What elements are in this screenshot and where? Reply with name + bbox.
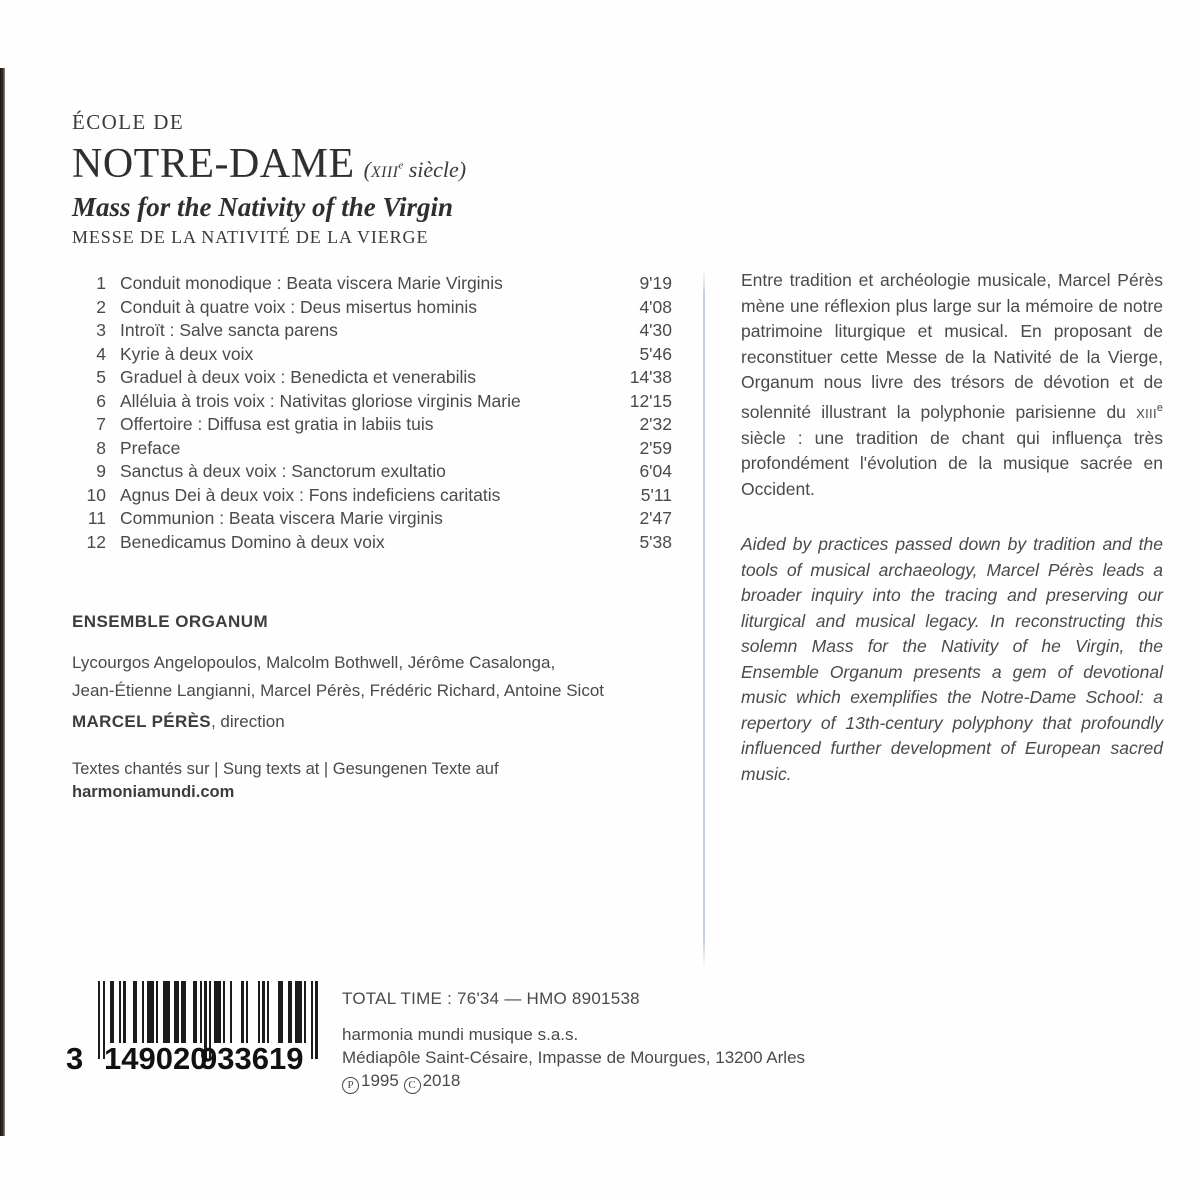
century-roman: XIII [370, 164, 399, 181]
barcode-bar [163, 981, 170, 1043]
track-title: Conduit à quatre voix : Deus misertus hominis [120, 296, 477, 317]
liner-notes-english: Aided by practices passed down by tradition and the tools of musical archaeology, Marcel Pérès leads a broader inquiry into the tracing and preserving our liturgical and musical legacy. In reconstructing this solemn Mass for the Nativity of he Virgin, the Ensemble Organum presents a gem of devotional music which exemplifies the Notre-Dame School: a repertory of 13th-century polyphony that profoundly influenced further development of European sacred music. [741, 534, 1163, 784]
sung-texts-block [72, 758, 672, 804]
track-title: Sanctus à deux voix : Sanctorum exultatio [120, 461, 446, 481]
column-divider [703, 268, 705, 968]
barcode [66, 981, 318, 1077]
performers-block [72, 612, 672, 736]
performer-line-1: Lycourgos Angelopoulos, Malcolm Bothwell, Jérôme Casalonga, [72, 653, 556, 672]
barcode-bar [269, 981, 278, 1043]
track-duration: 4'08 [639, 296, 672, 317]
barcode-bar [147, 981, 154, 1043]
sung-texts-label: Textes chantés sur | Sung texts at | Gesungenen Texte auf [72, 760, 499, 778]
school-label: ÉCOLE DE [72, 110, 185, 134]
track-title: Agnus Dei à deux voix : Fons indeficiens caritatis [120, 484, 501, 505]
track-row [72, 437, 672, 461]
track-title: Alléluia à trois voix : Nativitas gloriose virginis Marie [120, 390, 521, 411]
phonogram-year: 1995 [361, 1071, 399, 1090]
track-number: 5 [96, 367, 106, 387]
label-company: harmonia mundi musique s.a.s. [342, 1025, 579, 1044]
track-duration: 12'15 [629, 390, 672, 411]
phonogram-icon: P [342, 1077, 359, 1094]
track-title: Kyrie à deux voix [120, 343, 254, 364]
barcode-bar [186, 981, 193, 1043]
track-row [72, 272, 672, 296]
track-number: 11 [87, 508, 106, 528]
track-number: 3 [96, 320, 106, 340]
page-title: NOTRE-DAME [72, 141, 355, 187]
track-row [72, 366, 672, 390]
harmoniamundi-link[interactable]: harmoniamundi.com [72, 783, 235, 801]
track-row [72, 413, 672, 437]
track-title: Offertoire : Diffusa est gratia in labiis tuis [120, 414, 434, 434]
barcode-bar [214, 981, 221, 1043]
track-number: 8 [96, 437, 106, 458]
label-address: Médiapôle Saint-Césaire, Impasse de Mourgues, 13200 Arles [342, 1048, 806, 1067]
barcode-right-group: 933619 [200, 1041, 304, 1076]
track-duration: 5'38 [639, 531, 672, 552]
ensemble-name: ENSEMBLE ORGANUM [72, 612, 269, 631]
sleeve-left-edge [0, 68, 5, 1136]
notes-fr-part2: siècle : une tradition de chant qui influença très profondément l'évolution de la musique sacrée en Occident. [741, 427, 1163, 499]
director-role: , direction [210, 712, 285, 731]
total-time-line: TOTAL TIME : 76'34 — HMO 8901538 [342, 989, 640, 1008]
album-header [72, 112, 692, 246]
century-annotation [364, 157, 466, 183]
track-row [72, 531, 672, 555]
track-number: 12 [86, 531, 106, 552]
notes-fr-part1: Entre tradition et archéologie musicale, Marcel Pérès mène une réflexion plus large sur la mémoire de notre patrimoine liturgique et musical. En proposant de reconstituer cette Messe de la Nativité de la Vierge, Organum nous livre des trésors de dévotion et de solennité illustrant la polyphonie parisienne du [741, 270, 1163, 422]
track-duration: 14'38 [629, 367, 672, 387]
century-superscript: e [398, 159, 404, 172]
track-number: 10 [86, 484, 106, 505]
track-title: Communion : Beata viscera Marie virginis [120, 508, 443, 528]
track-duration: 2'32 [639, 414, 672, 434]
track-number: 7 [96, 414, 106, 434]
notes-fr-xiii: XIII [1136, 405, 1157, 421]
track-duration: 4'30 [639, 320, 672, 340]
century-paren-open: ( [363, 157, 371, 182]
copyright-icon: C [404, 1077, 421, 1094]
track-title: Preface [120, 437, 181, 458]
copyright-year: 2018 [422, 1071, 461, 1090]
copyright-line [342, 1069, 902, 1094]
liner-notes-french [741, 268, 1163, 502]
track-title: Benedicamus Domino à deux voix [120, 531, 385, 552]
performer-line-2: Jean-Étienne Langianni, Marcel Pérès, Frédéric Richard, Antoine Sicot [72, 681, 605, 700]
album-title-row [72, 142, 692, 186]
work-title-english: Mass for the Nativity of the Virgin [72, 192, 454, 223]
track-number: 9 [96, 461, 106, 481]
barcode-bar [248, 981, 257, 1043]
barcode-bar [295, 981, 302, 1043]
barcode-bar [126, 981, 133, 1043]
barcode-left-group: 149020 [104, 1041, 208, 1076]
work-title-french: MESSE DE LA NATIVITÉ DE LA VIERGE [72, 227, 429, 248]
track-title: Conduit monodique : Beata viscera Marie Virginis [120, 273, 503, 293]
track-number: 6 [96, 390, 106, 411]
track-list [72, 272, 672, 554]
track-duration: 6'04 [639, 461, 672, 481]
track-number: 2 [96, 296, 106, 317]
footer-info [342, 988, 902, 1094]
track-number: 1 [96, 273, 106, 293]
notes-fr-superscript: e [1156, 401, 1163, 414]
track-row [72, 319, 672, 343]
track-duration: 9'19 [639, 273, 672, 293]
track-row [72, 507, 672, 531]
track-number: 4 [96, 343, 106, 364]
track-duration: 5'11 [640, 484, 672, 505]
track-duration: 2'47 [639, 508, 672, 528]
century-word: siècle) [403, 157, 467, 182]
liner-notes [741, 268, 1163, 787]
director-name: MARCEL PÉRÈS [72, 712, 211, 731]
track-title: Introït : Salve sancta parens [120, 320, 338, 340]
barcode-lead-digit: 3 [66, 1041, 84, 1076]
director-line [72, 708, 672, 736]
track-duration: 2'59 [639, 437, 672, 458]
track-title: Graduel à deux voix : Benedicta et venerabilis [120, 367, 477, 387]
track-row [72, 484, 672, 508]
barcode-digits [66, 1041, 318, 1076]
track-duration: 5'46 [639, 343, 672, 364]
track-row [72, 390, 672, 414]
track-row [72, 296, 672, 320]
track-row [72, 343, 672, 367]
track-row [72, 460, 672, 484]
barcode-bar [232, 981, 241, 1043]
